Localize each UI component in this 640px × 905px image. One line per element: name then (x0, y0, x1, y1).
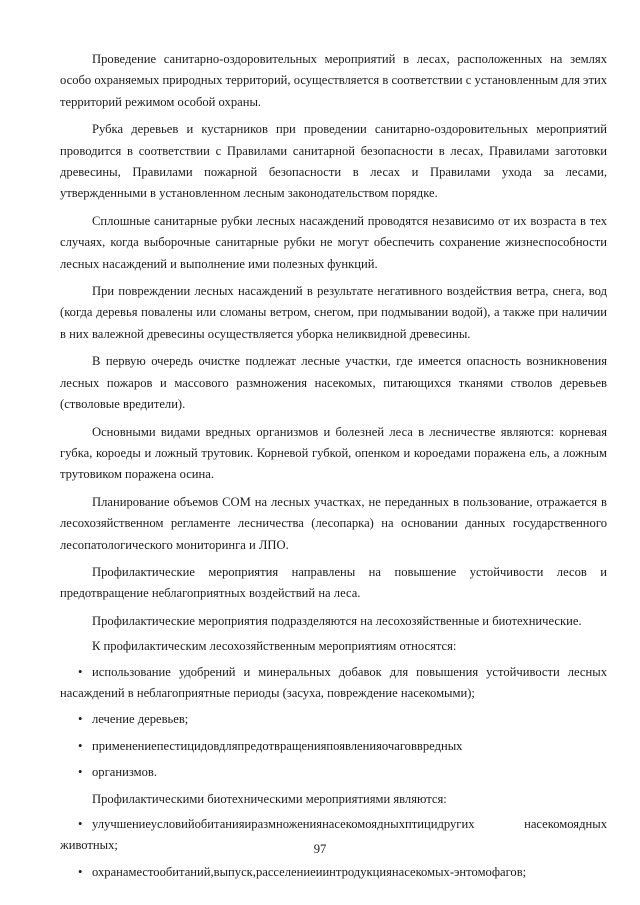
list-item (60, 662, 607, 705)
paragraph: Профилактические мероприятия подразделяются на лесохозяйственные и биотехнические. (92, 613, 582, 628)
list-item-text: организмов. (92, 765, 157, 780)
paragraph: При повреждении лесных насаждений в результате негативного воздействия ветра, снега, вод (когда деревья повалены или сломаны ветром, снегом, при подмывании водой), а также при наличии в них валежной древесины осуществляется уборка неликвидной древесины. (60, 284, 607, 341)
paragraph: В первую очередь очистке подлежат лесные участки, где имеется опасность возникновения лесных пожаров и массового размножения насекомых, питающихся тканями стволов деревьев (стволовые вредители). (60, 354, 607, 412)
paragraph: Основными видами вредных организмов и болезней леса в лесничестве являются: корневая губка, короеды и ложный трутовик. Корневой губкой, опенком и короедами поражена ель, а ложным трутовиком поражена осина. (60, 424, 607, 482)
list-item (60, 709, 607, 730)
paragraph: Сплошные санитарные рубки лесных насаждений проводятся независимо от их возраста в тех случаях, когда выборочные санитарные рубки не могут обеспечить сохранение жизнеспособности лесных насаждений и выполнение ими полезных функций. (60, 213, 607, 271)
paragraph: Планирование объемов СОМ на лесных участках, не переданных в пользование, отражается в лесохозяйственном регламенте лесничества (лесопарка) на основании данных государственного лесопатологического мониторинга и ЛПО. (60, 494, 607, 552)
paragraph: Рубка деревьев и кустарников при проведении санитарно-оздоровительных мероприятий проводится в соответствии с Правилами санитарной безопасности в лесах, Правилами заготовки древесины, Правилами пожарной безопасности в лесах и Правилами ухода за лесами, утвержденными в установленном лесным законодательством порядке. (60, 122, 607, 201)
paragraph: Профилактические мероприятия направлены на повышение устойчивости лесов и предотвращение неблагоприятных воздействий на леса. (60, 564, 607, 601)
list-item (60, 736, 607, 757)
list-item-text: улучшениеусловийобитанияиразмножениянасекомоядныхптицидругих насекомоядных животных; (60, 817, 607, 853)
list-item (60, 862, 607, 883)
paragraph: Проведение санитарно-оздоровительных мероприятий в лесах, расположенных на землях особо охраняемых природных территорий, осуществляется в соответствии с установленным для этих территорий режимом особой охраны. (60, 52, 607, 109)
bullet-icon: • (78, 664, 83, 679)
page-number: 97 (313, 842, 327, 856)
list-item (60, 762, 607, 783)
bullet-icon: • (78, 765, 83, 780)
bullet-icon: • (78, 712, 83, 727)
list-item-text: охранаместообитаний,выпуск,расселениеиинтродукциянасекомых-энтомофагов; (92, 864, 527, 879)
paragraph: К профилактическим лесохозяйственным мероприятиям относятся: (92, 639, 457, 654)
bullet-icon: • (78, 817, 83, 831)
document-page (60, 49, 607, 888)
list-item-text: использование удобрений и минеральных добавок для повышения устойчивости лесных насаждений в неблагоприятные периоды (засуха, повреждение насекомыми); (60, 664, 607, 700)
list-item-text: применениепестицидовдляпредотвращенияпоявленияочаговвредных (92, 738, 463, 753)
bullet-icon: • (78, 864, 83, 879)
paragraph: Профилактическими биотехническими мероприятиями являются: (92, 791, 447, 806)
bullet-icon: • (78, 738, 83, 753)
list-item-text: лечение деревьев; (92, 712, 189, 727)
